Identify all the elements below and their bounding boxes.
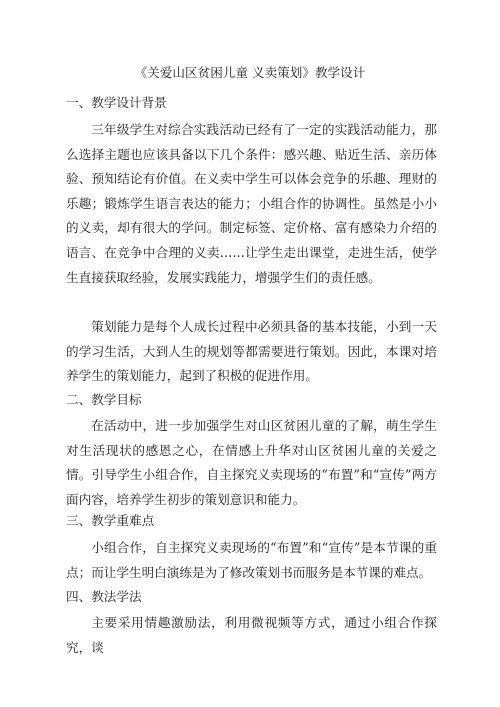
paragraph-background-2: 策划能力是每个人成长过程中必须具备的基本技能，小到一天的学习生活，大到人生的规划等都需要进行策划。因此，本课对培养学生的策划能力，起到了积极的促进作用。 [66, 319, 437, 384]
section-heading-background: 一、教学设计背景 [66, 95, 167, 110]
paragraph-background-1: 三年级学生对综合实践活动已经有了一定的实践活动能力，那么选择主题也应该具备以下几个条件：感兴趣、贴近生活、亲历体验、预知结论有价值。在义卖中学生可以体会竞争的乐趣、理财的乐趣；锻炼学生语言表达的能力；小组合作的协调性。虽然是小小的义卖，却有很大的学问。制定标签、定价格、富有感染力介绍的语言、在竞争中合理的义卖……让学生走出课堂，走进生活，使学生直接获取经验，发展实践能力，增强学生们的责任感。 [66, 122, 437, 285]
document-title: 《关爱山区贫困儿童 义卖策划》教学设计 [134, 65, 366, 80]
section-heading-objectives: 二、教学目标 [66, 392, 142, 407]
section-heading-methods: 四、教法学法 [66, 589, 142, 604]
paragraph-key-points: 小组合作，自主探究义卖现场的“布置”和“宣传”是本节课的重点；而让学生明白演练是为了修改策划书而服务是本节课的难点。 [66, 540, 437, 580]
paragraph-objectives: 在活动中，进一步加强学生对山区贫困儿童的了解，萌生学生对生活现状的感恩之心，在情感上升华对山区贫困儿童的关爱之情。引导学生小组合作，自主探究义卖现场的“布置”和“宣传”两方面内容，培养学生初步的策划意识和能力。 [66, 418, 437, 507]
paragraph-methods: 主要采用情趣激励法，利用微视频等方式，通过小组合作探究，谈 [66, 615, 437, 655]
section-heading-key-points: 三、教学重难点 [66, 513, 155, 528]
